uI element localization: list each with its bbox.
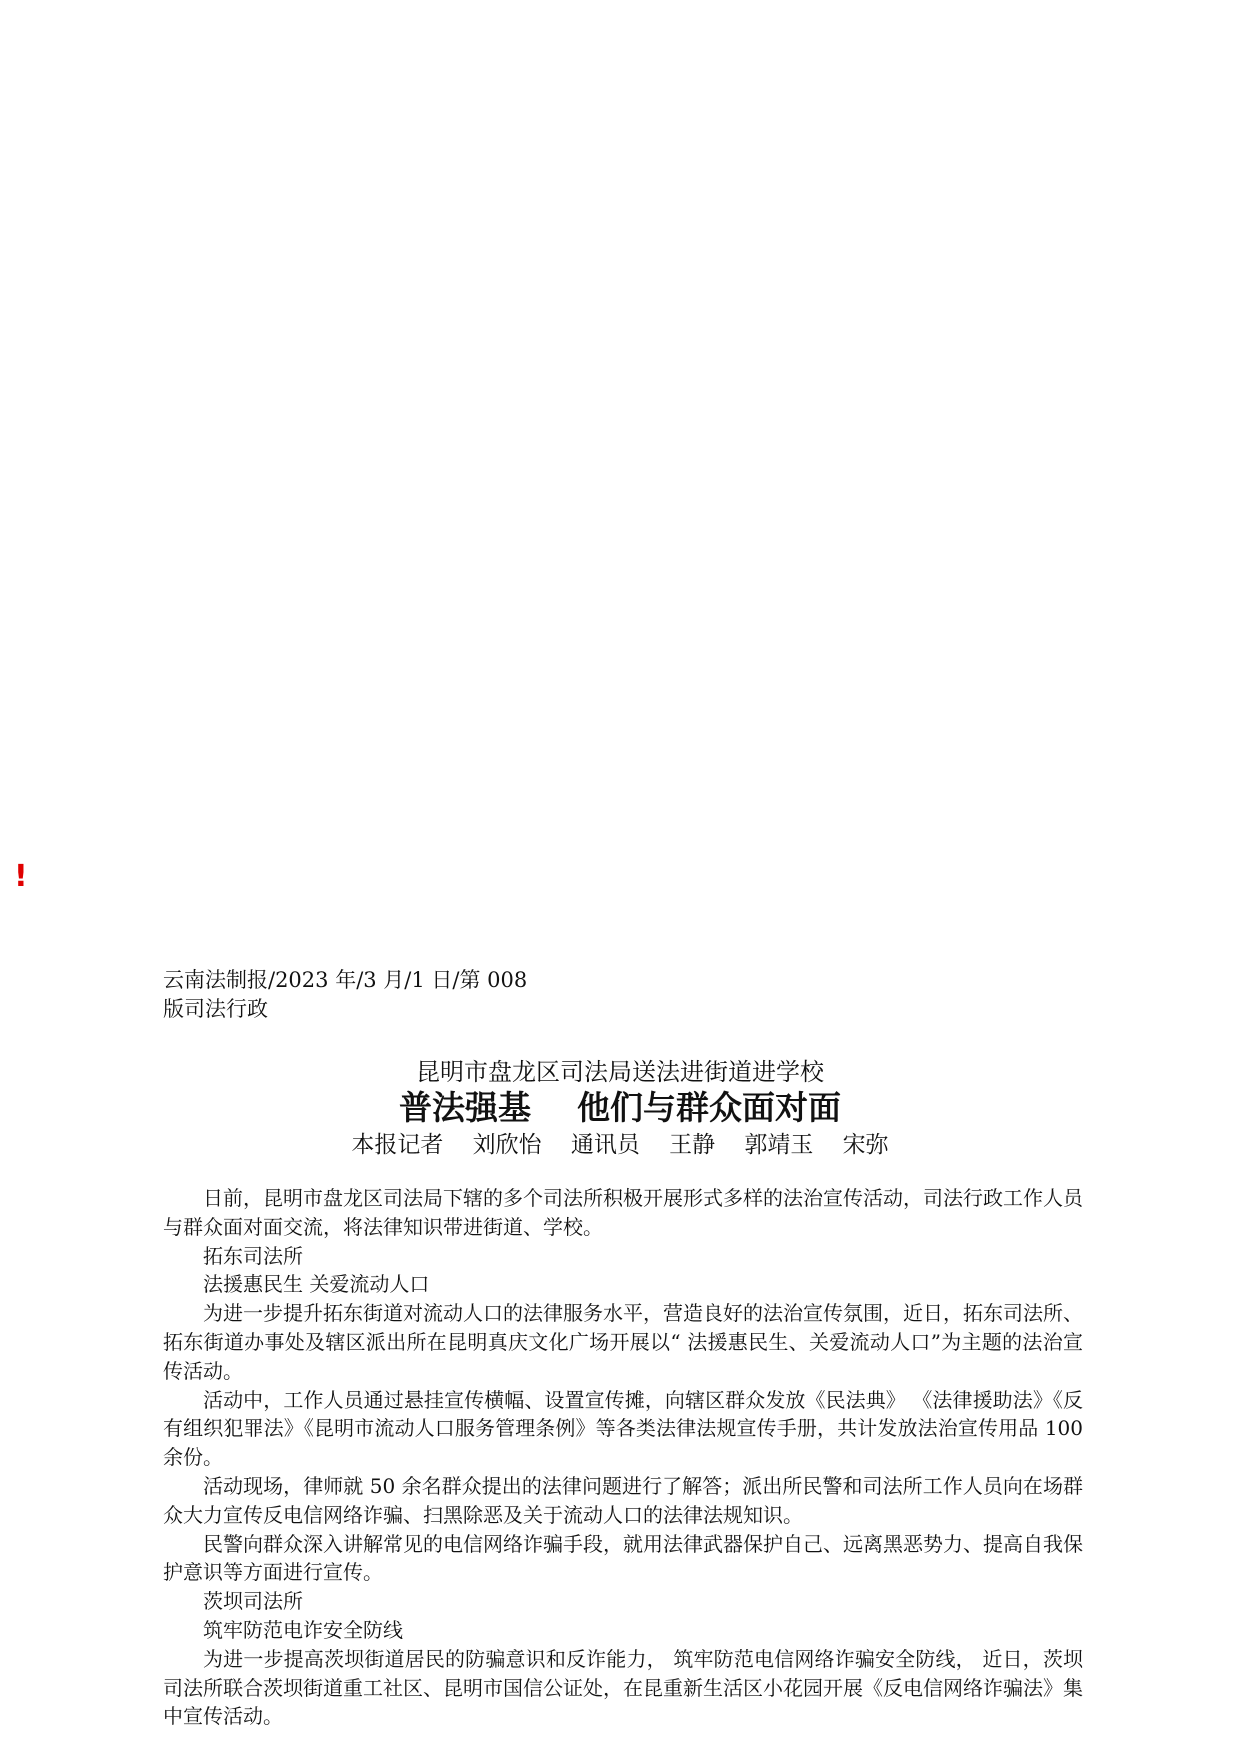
- publication-info-line: 版司法行政: [163, 997, 268, 1021]
- section-subheading: 筑牢防范电诈安全防线: [203, 1617, 403, 1642]
- article-paragraph: 活动中，工作人员通过悬挂宣传横幅、设置宣传摊，向辖区群众发放《民法典》 《法律援助法》《反有组织犯罪法》《昆明市流动人口服务管理条例》等各类法律法规宣传手册，共计发放法治宣传用品 100 余份。: [163, 1387, 1083, 1470]
- section-subheading: 法援惠民生 关爱流动人口: [203, 1272, 430, 1297]
- article-paragraph: 日前，昆明市盘龙区司法局下辖的多个司法所积极开展形式多样的法治宣传活动，司法行政工作人员与群众面对面交流，将法律知识带进街道、学校。: [163, 1186, 1083, 1239]
- publication-info-line: 云南法制报/2023 年/3 月/1 日/第 008: [163, 968, 528, 992]
- article-paragraph: 为进一步提升拓东街道对流动人口的法律服务水平，营造良好的法治宣传氛围，近日，拓东司法所、拓东街道办事处及辖区派出所在昆明真庆文化广场开展以“ 法援惠民生、关爱流动人口”为主题的法治宣传活动。: [163, 1301, 1083, 1383]
- warning-mark: !: [14, 859, 28, 894]
- article-paragraph: 为进一步提高茨坝街道居民的防骗意识和反诈能力， 筑牢防范电信网络诈骗安全防线， 近日，茨坝司法所联合茨坝街道重工社区、昆明市国信公证处，在昆重新生活区小花园开展《反电信网络诈骗法》集中宣传活动。: [163, 1646, 1083, 1729]
- article-title: 普法强基 他们与群众面对面: [399, 1088, 841, 1127]
- publication-info: [163, 966, 663, 1024]
- section-heading: 茨坝司法所: [203, 1589, 303, 1614]
- article-body: [163, 1184, 1083, 1731]
- article-paragraph: 民警向群众深入讲解常见的电信网络诈骗手段，就用法律武器保护自己、远离黑恶势力、提高自我保护意识等方面进行宣传。: [163, 1531, 1083, 1585]
- article-byline: 本报记者 刘欣怡 通讯员 王静 郭靖玉 宋弥: [351, 1132, 889, 1158]
- article-subtitle: 昆明市盘龙区司法局送法进街道进学校: [416, 1058, 824, 1086]
- section-heading: 拓东司法所: [203, 1243, 303, 1268]
- article-paragraph: 活动现场，律师就 50 余名群众提出的法律问题进行了解答；派出所民警和司法所工作人员向在场群众大力宣传反电信网络诈骗、扫黑除恶及关于流动人口的法律法规知识。: [163, 1473, 1083, 1527]
